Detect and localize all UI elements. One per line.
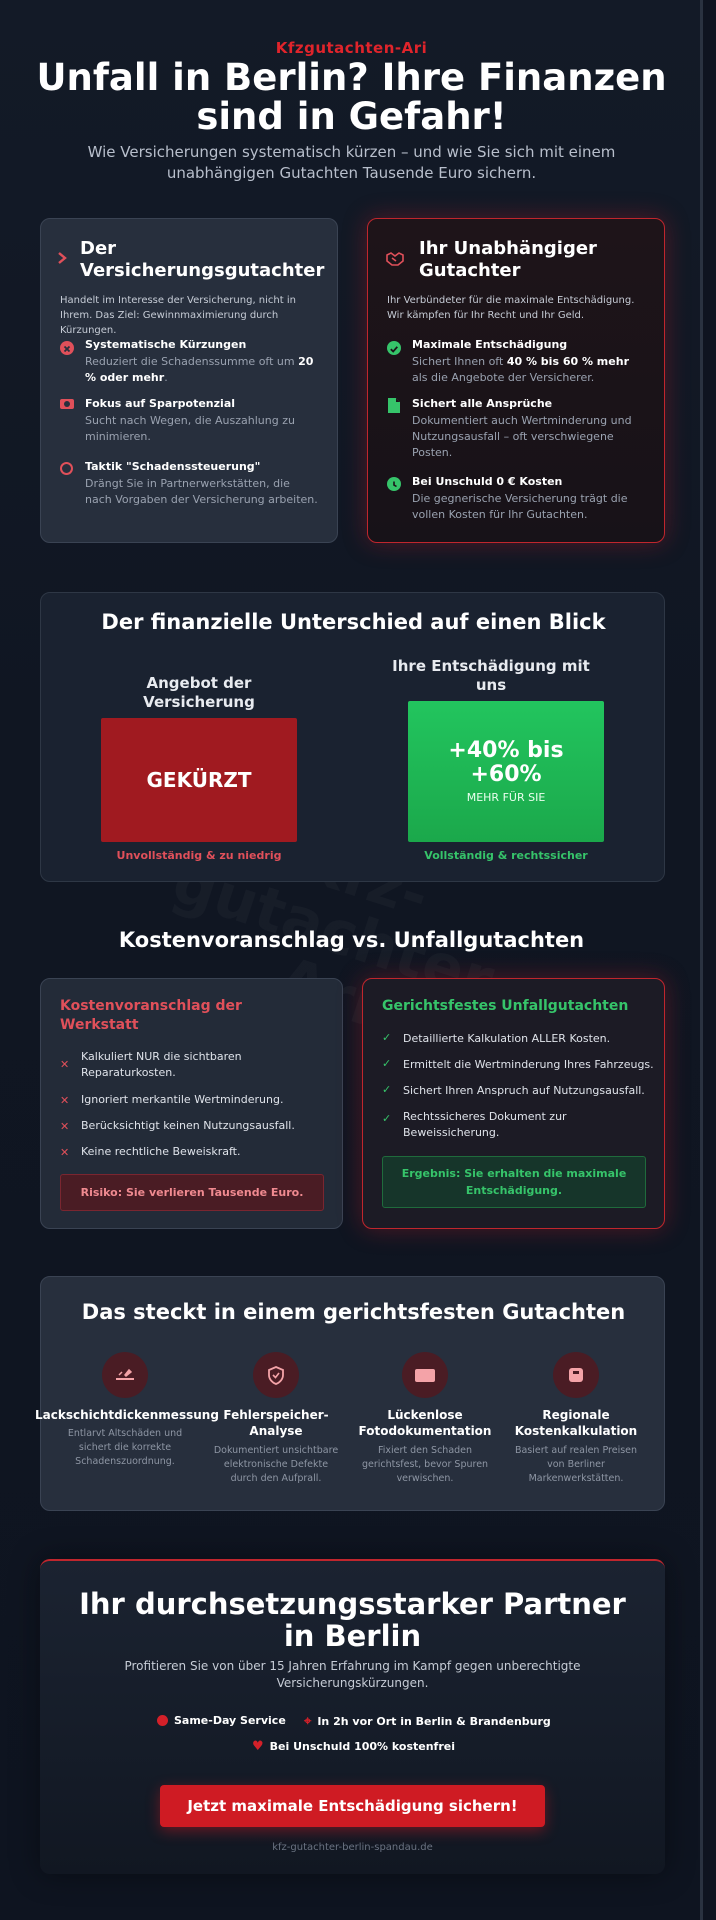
our-offer-sub: MEHR FÜR SIE [466,791,546,804]
our-offer-foot: Vollständig & rechtssicher [424,849,588,862]
feature-text: Basiert auf realen Preisen von Berliner Markenwerkstätten. [514,1445,638,1484]
calculator-icon [553,1352,599,1398]
estimate-item: Ignoriert merkantile Wertminderung. [81,1093,284,1106]
heart-icon: ♥ [252,1739,264,1754]
feature-title: Fehlerspeicher-Analyse [223,1408,329,1438]
estimate-item: Keine rechtliche Beweiskraft. [81,1145,241,1158]
x-icon: ✕ [60,1058,70,1071]
independent-item-title: Sichert alle Ansprüche [412,397,553,410]
insurer-item-title: Fokus auf Sparpotenzial [85,397,236,410]
free-label: Bei Unschuld 100% kostenfrei [269,1740,455,1753]
independent-title: Ihr Unabhängiger Gutachter [419,238,597,281]
insurer-offer-bar [101,718,297,842]
estimate-title: Kostenvoranschlag vs. Unfallgutachten [118,928,585,952]
feature-title: Lückenlose Fotodokumentation [358,1408,492,1438]
insurer-item-text: Drängt Sie in Partnerwerkstätten, die nach Vorgaben der Versicherung arbeiten. [85,477,318,506]
comparison-card [40,592,665,882]
independent-card [367,218,665,543]
report-result-box [382,1156,646,1208]
same-day-label: Same-Day Service [174,1714,286,1727]
clock-icon [157,1715,168,1726]
independent-item-text: Sichert Ihnen oft 40 % bis 60 % mehr als die Angebote der Versicherer. [412,355,629,384]
ring-icon [60,462,73,475]
estimate-card-title: Kostenvoranschlag der Werkstatt [60,998,242,1033]
cta-title: Ihr durchsetzungsstarker Partner in Berlin [79,1587,626,1653]
insurer-item-text: Sucht nach Wegen, die Auszahlung zu minimieren. [85,414,295,443]
hero-subtitle: Wie Versicherungen systematisch kürzen – und wie Sie sich mit einem unabhängigen Gutachten Tausende Euro sichern. [87,143,616,182]
clock-icon [387,477,401,491]
pin-icon: ⌖ [304,1714,312,1729]
our-offer-label: Ihre Entschädigung mit uns [392,657,590,694]
cta-button-label: Jetzt maximale Entschädigung sichern! [187,1797,518,1815]
insurer-title: Der Versicherungsgutachter [80,238,325,281]
x-circle-icon [60,341,74,355]
insurer-offer-foot: Unvollständig & zu niedrig [116,849,282,862]
x-icon: ✕ [60,1094,70,1107]
document-icon [388,398,400,413]
insurer-offer-value: GEKÜRZT [146,768,252,792]
independent-desc: Ihr Verbündeter für die maximale Entschädigung. Wir kämpfen für Ihr Recht und Ihr Geld. [387,295,635,321]
gauge-icon [102,1352,148,1398]
site-url[interactable]: kfz-gutachter-berlin-spandau.de [272,1842,433,1853]
shield-icon [253,1352,299,1398]
comparison-title: Der finanzielle Unterschied auf einen Blick [101,610,606,634]
estimate-card [40,978,343,1229]
check-icon: ✓ [382,1083,392,1096]
check-circle-icon [387,341,401,355]
our-offer-bar [408,701,604,842]
money-icon [60,399,74,409]
cta-button[interactable] [160,1785,545,1827]
same-day-badge [157,1714,286,1727]
independent-item-title: Bei Unschuld 0 € Kosten [412,475,563,488]
insurer-item-text: Reduziert die Schadenssumme oft um 20 % oder mehr. [85,355,314,384]
report-card [362,978,665,1229]
check-icon: ✓ [382,1031,392,1044]
report-item: Ermittelt die Wertminderung Ihres Fahrzeugs. [403,1058,654,1071]
cta-subtitle: Profitieren Sie von über 15 Jahren Erfahrung im Kampf gegen unberechtigte Versicherungskürzungen. [124,1659,581,1690]
free-badge [252,1739,455,1754]
feature-text: Fixiert den Schaden gerichtsfest, bevor Spuren verwischen. [361,1445,489,1484]
report-item: Rechtssicheres Dokument zur Beweissicherung. [403,1110,567,1139]
check-icon: ✓ [382,1057,392,1070]
independent-item-text: Die gegnerische Versicherung trägt die vollen Kosten für Ihr Gutachten. [412,492,628,521]
onsite-badge [304,1714,551,1729]
onsite-label: In 2h vor Ort in Berlin & Brandenburg [317,1715,551,1728]
estimate-risk-box [60,1174,324,1211]
feature-text: Dokumentiert unsichtbare elektronische Defekte durch den Aufprall. [213,1445,339,1484]
brand-name: Kfzgutachten-Ari [275,39,428,57]
features-card [35,1276,665,1511]
insurer-desc: Handelt im Interesse der Versicherung, nicht in Ihrem. Das Ziel: Gewinnmaximierung durch Kürzungen. [60,295,296,336]
our-offer-value: +40% bis +60% [448,738,564,787]
x-icon: ✕ [60,1120,70,1133]
insurer-item-title: Taktik "Schadenssteuerung" [85,460,261,473]
camera-icon [402,1352,448,1398]
chevron-right-icon [57,252,67,264]
feature-text: Entlarvt Altschäden und sichert die korrekte Schadenszuordnung. [67,1428,183,1467]
feature-title: Lackschichtdickenmessung [35,1408,219,1422]
insurer-item-title: Systematische Kürzungen [85,338,247,351]
feature-title: Regionale Kostenkalkulation [514,1408,638,1438]
report-result-text: Ergebnis: Sie erhalten die maximale Entschädigung. [401,1167,627,1197]
cta-card [40,1559,665,1874]
report-item: Detaillierte Kalkulation ALLER Kosten. [403,1032,611,1045]
x-icon: ✕ [60,1146,70,1159]
independent-item-text: Dokumentiert auch Wertminderung und Nutzungsausfall – oft verschwiegene Posten. [412,414,632,459]
insurer-card [40,218,338,543]
hero-title: Unfall in Berlin? Ihre Finanzen sind in Gefahr! [36,56,667,138]
features-title: Das steckt in einem gerichtsfesten Gutachten [81,1300,626,1324]
estimate-item: Kalkuliert NUR die sichtbaren Reparaturkosten. [81,1050,242,1079]
estimate-risk-text: Risiko: Sie verlieren Tausende Euro. [80,1186,304,1199]
report-item: Sichert Ihren Anspruch auf Nutzungsausfall. [403,1084,645,1097]
independent-item-title: Maximale Entschädigung [412,338,568,351]
report-card-title: Gerichtsfestes Unfallgutachten [382,998,629,1014]
insurer-offer-label: Angebot der Versicherung [143,674,255,711]
check-icon: ✓ [382,1112,392,1125]
estimate-item: Berücksichtigt keinen Nutzungsausfall. [81,1119,295,1132]
handshake-icon [386,252,404,266]
